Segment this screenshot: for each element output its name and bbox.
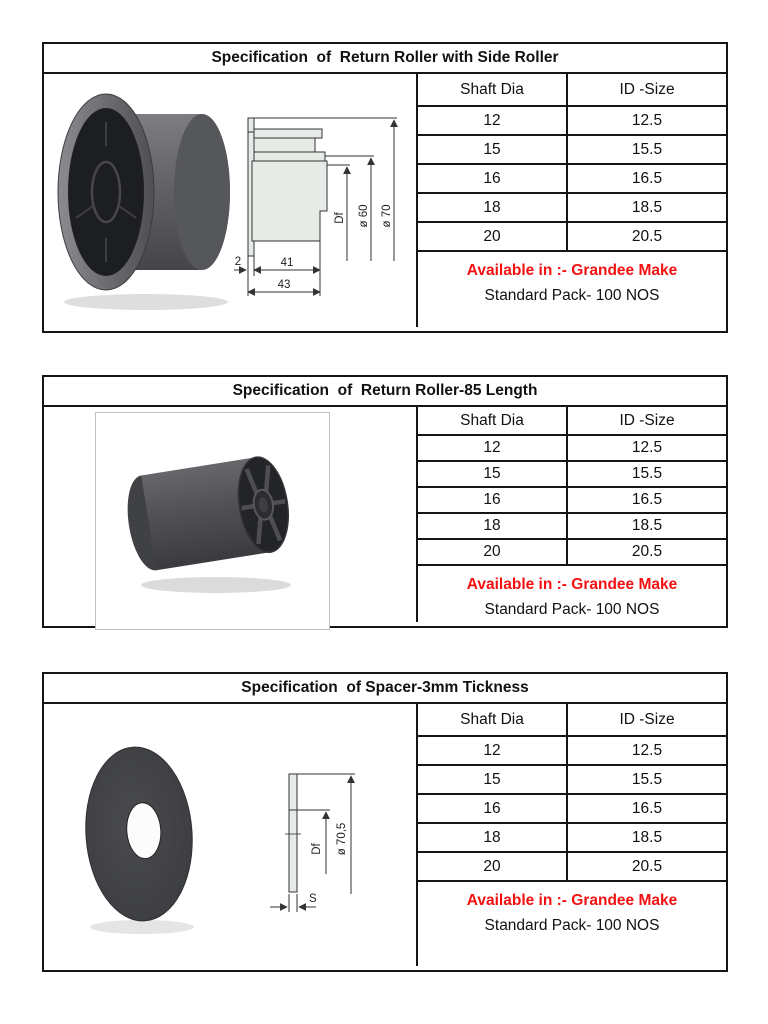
photo-frame [95,412,330,630]
roller-cylinder [122,454,295,574]
dim-label-dia-60: ø 60 [358,204,370,228]
table-row [418,853,726,882]
dim-label-flange-width: 2 [234,256,242,268]
cell-id-size: 12.5 [631,741,663,759]
roller-body-section [252,161,327,241]
table-row [418,824,726,853]
cell-shaft-dia: 16 [418,795,568,822]
availability-block [418,252,726,327]
cell-shaft-dia: 15 [418,136,568,163]
table-row [418,462,726,488]
cell-shaft-dia: 20 [418,540,568,564]
pack-note: Standard Pack- 100 NOS [484,287,660,304]
photo-shadow [64,294,228,310]
cell-id-size: 20.5 [631,857,663,875]
ring-hatch-bottom [254,152,325,161]
spec-table [418,704,726,966]
spec-section-return-roller-85 [42,375,728,628]
spec-table [418,74,726,327]
cell-shaft-dia: 20 [418,223,568,250]
table-row [418,795,726,824]
table-header-row [418,407,726,436]
table-header-shaft-dia: Shaft Dia [418,704,568,735]
availability-note: Available in :- Grandee Make [466,575,678,593]
table-header-id-size: ID -Size [619,710,675,728]
tech-drawing-return-roller [226,98,416,313]
dim-label-total-length: 43 [277,279,291,291]
cell-id-size: 15.5 [631,140,663,158]
cell-id-size: 12.5 [631,439,663,457]
spacer-disc [80,744,198,925]
cell-id-size: 16.5 [631,169,663,187]
dim-label-body-length: 41 [280,257,294,269]
table-header-shaft-dia: Shaft Dia [418,74,568,105]
cell-id-size: 18.5 [631,517,663,535]
cell-id-size: 18.5 [631,198,663,216]
table-row [418,540,726,566]
cell-id-size: 18.5 [631,828,663,846]
availability-note: Available in :- Grandee Make [466,262,678,279]
table-row [418,194,726,223]
spacer-hatch [289,774,297,810]
section-title: Specification of Return Roller with Side Roller [44,44,726,74]
cell-id-size: 12.5 [631,111,663,129]
product-photo-spacer [74,739,214,939]
cell-id-size: 15.5 [631,465,663,483]
table-row [418,737,726,766]
dim-label-dia-70: ø 70 [381,204,393,228]
illustration-cell [44,407,418,622]
product-photo-return-roller-side-roller [54,84,242,314]
section-title: Specification of Spacer-3mm Tickness [44,674,726,704]
cell-shaft-dia: 15 [418,462,568,486]
cell-shaft-dia: 15 [418,766,568,793]
table-row [418,488,726,514]
table-row [418,514,726,540]
dim-label-bore: Df [334,212,346,224]
side-roller-ring [254,138,315,152]
cell-shaft-dia: 18 [418,824,568,851]
table-header-id-size: ID -Size [619,80,675,98]
cell-id-size: 15.5 [631,770,663,788]
availability-block [418,566,726,622]
table-row [418,436,726,462]
table-row [418,223,726,252]
tech-drawing-spacer [254,754,369,919]
dim-label-bore: Df [311,843,323,855]
table-row [418,165,726,194]
table-row [418,136,726,165]
availability-block [418,882,726,966]
cell-shaft-dia: 16 [418,488,568,512]
spec-table [418,407,726,622]
cell-shaft-dia: 18 [418,194,568,221]
ring-hatch-top [254,129,322,138]
table-row [418,107,726,136]
photo-shadow [90,920,194,934]
cell-shaft-dia: 12 [418,436,568,460]
cell-id-size: 20.5 [631,227,663,245]
cell-shaft-dia: 12 [418,737,568,764]
illustration-cell [44,74,418,327]
illustration-cell [44,704,418,966]
cell-shaft-dia: 20 [418,853,568,880]
product-photo-return-roller-85 [96,413,329,629]
section-title: Specification of Return Roller-85 Length [44,377,726,407]
roller-end [174,114,230,270]
availability-note: Available in :- Grandee Make [466,892,678,909]
cell-id-size: 16.5 [631,491,663,509]
flange-hatch [248,118,254,132]
cell-shaft-dia: 16 [418,165,568,192]
photo-shadow [141,577,291,593]
pack-note: Standard Pack- 100 NOS [484,917,660,934]
table-header-id-size: ID -Size [619,411,675,429]
spec-section-spacer-3mm [42,672,728,972]
dim-label-thickness: S [309,893,317,905]
dim-label-outer-dia: ø 70,5 [336,822,348,856]
table-header-row [418,74,726,107]
cell-shaft-dia: 18 [418,514,568,538]
table-header-row [418,704,726,737]
cell-id-size: 16.5 [631,799,663,817]
table-row [418,766,726,795]
cell-id-size: 20.5 [631,543,663,561]
spec-section-return-roller-side-roller [42,42,728,333]
pack-note: Standard Pack- 100 NOS [484,600,660,618]
table-header-shaft-dia: Shaft Dia [418,407,568,434]
cell-shaft-dia: 12 [418,107,568,134]
